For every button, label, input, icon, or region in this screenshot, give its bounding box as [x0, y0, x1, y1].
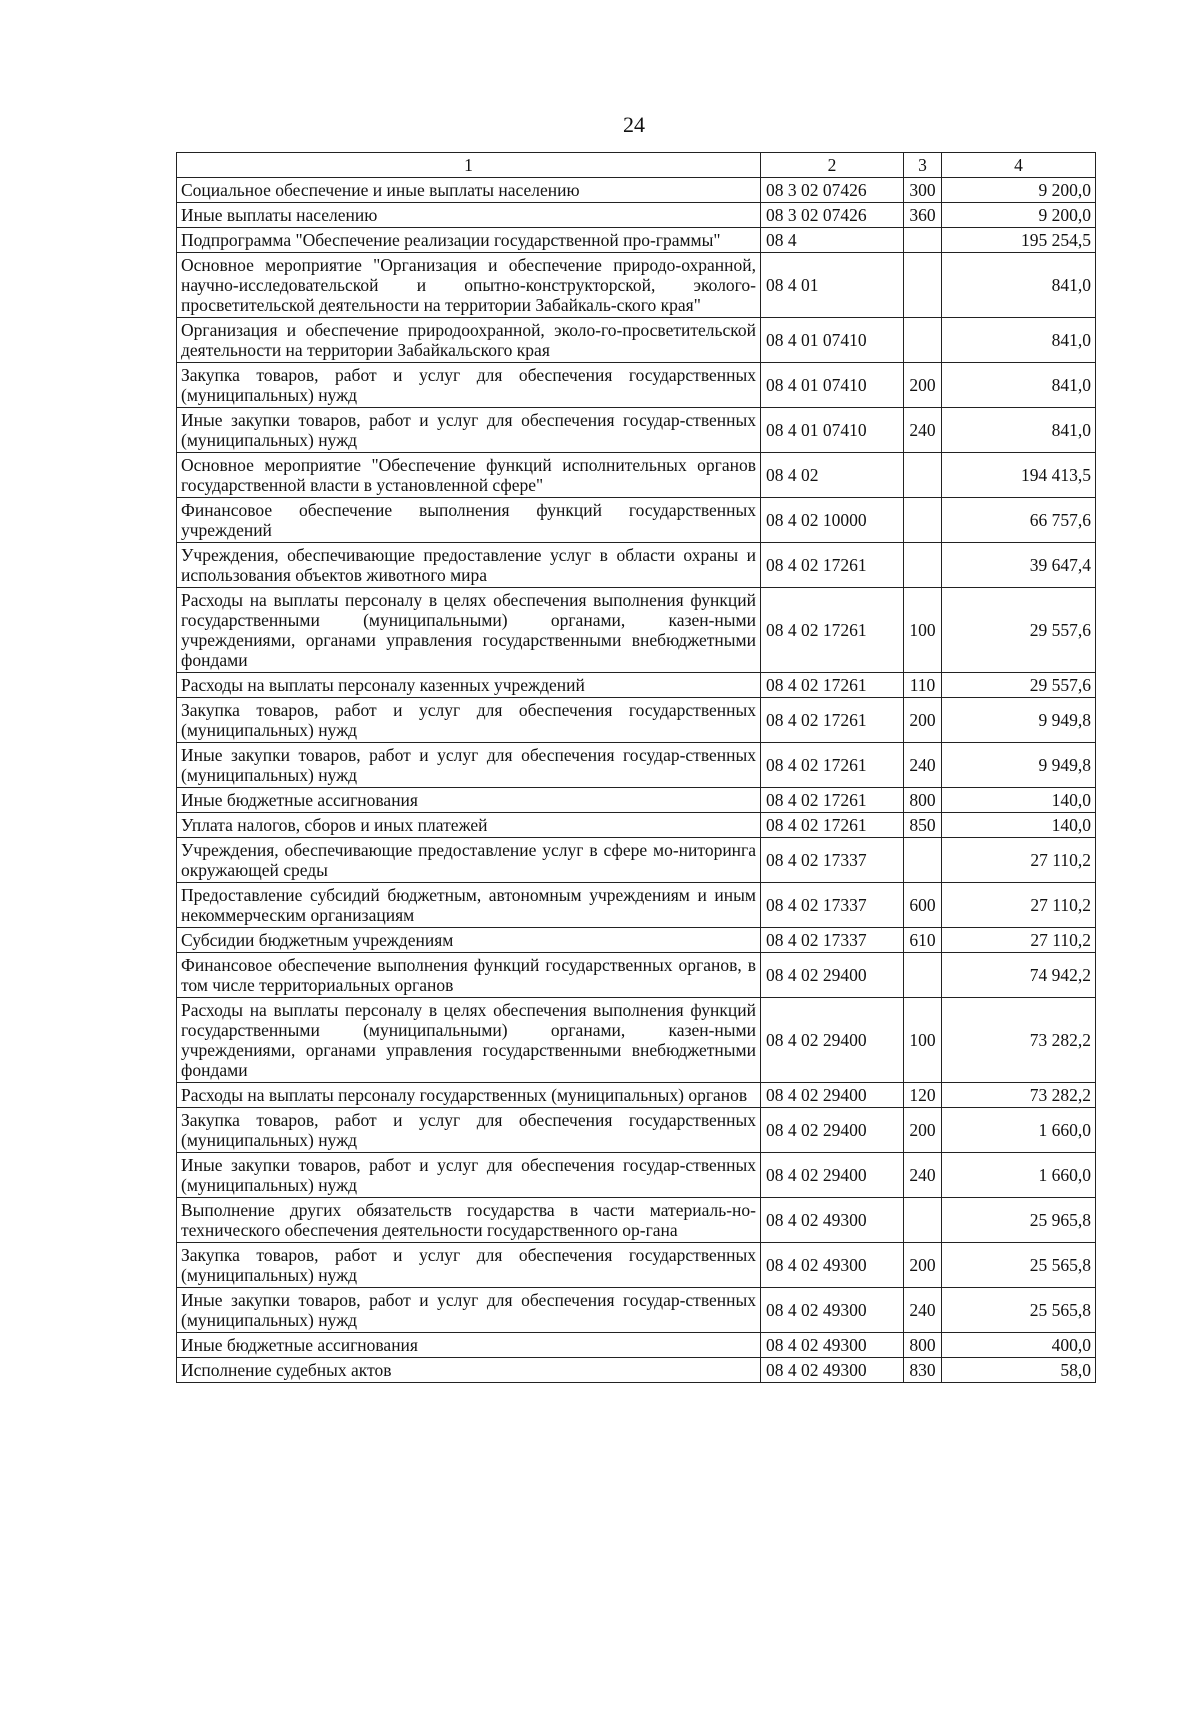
row-code-cell: 08 4 02 29400: [761, 1153, 904, 1198]
table-row: [177, 698, 1096, 743]
row-type-cell: 200: [904, 363, 942, 408]
table-row: [177, 453, 1096, 498]
row-type-cell: 200: [904, 698, 942, 743]
table-row: [177, 1198, 1096, 1243]
row-amount-cell: 9 200,0: [942, 203, 1096, 228]
table-row: [177, 1083, 1096, 1108]
row-amount-cell: 25 565,8: [942, 1243, 1096, 1288]
row-code-cell: 08 4 02 49300: [761, 1198, 904, 1243]
row-name-cell: Финансовое обеспечение выполнения функций государственных учреждений: [177, 498, 761, 543]
row-amount-cell: 140,0: [942, 788, 1096, 813]
row-code-cell: 08 3 02 07426: [761, 178, 904, 203]
table-header-row: [177, 153, 1096, 178]
row-name-cell: Иные бюджетные ассигнования: [177, 1333, 761, 1358]
row-type-cell: [904, 253, 942, 318]
row-name-cell: Закупка товаров, работ и услуг для обеспечения государственных (муниципальных) нужд: [177, 363, 761, 408]
table-row: [177, 673, 1096, 698]
row-amount-cell: 841,0: [942, 363, 1096, 408]
table-row: [177, 1108, 1096, 1153]
column-header-type: 3: [904, 153, 942, 178]
table-row: [177, 318, 1096, 363]
row-name-cell: Выполнение других обязательств государства в части материаль-но-технического обеспечения деятельности государственного ор-гана: [177, 1198, 761, 1243]
row-name-cell: Предоставление субсидий бюджетным, автономным учреждениям и иным некоммерческим организациям: [177, 883, 761, 928]
table-row: [177, 953, 1096, 998]
row-code-cell: 08 4 02 17261: [761, 543, 904, 588]
row-type-cell: 100: [904, 998, 942, 1083]
row-name-cell: Иные закупки товаров, работ и услуг для обеспечения государ-ственных (муниципальных) нужд: [177, 408, 761, 453]
row-amount-cell: 73 282,2: [942, 1083, 1096, 1108]
table-row: [177, 363, 1096, 408]
column-header-name: 1: [177, 153, 761, 178]
row-name-cell: Субсидии бюджетным учреждениям: [177, 928, 761, 953]
table-row: [177, 178, 1096, 203]
row-type-cell: 120: [904, 1083, 942, 1108]
row-name-cell: Учреждения, обеспечивающие предоставление услуг в сфере мо-ниторинга окружающей среды: [177, 838, 761, 883]
row-amount-cell: 1 660,0: [942, 1153, 1096, 1198]
row-code-cell: 08 4 02 17261: [761, 698, 904, 743]
row-type-cell: 240: [904, 1153, 942, 1198]
row-name-cell: Иные закупки товаров, работ и услуг для обеспечения государ-ственных (муниципальных) нужд: [177, 743, 761, 788]
row-code-cell: 08 4 01: [761, 253, 904, 318]
table-row: [177, 1333, 1096, 1358]
table-row: [177, 1358, 1096, 1383]
row-name-cell: Иные закупки товаров, работ и услуг для обеспечения государ-ственных (муниципальных) нужд: [177, 1288, 761, 1333]
row-type-cell: 110: [904, 673, 942, 698]
row-amount-cell: 140,0: [942, 813, 1096, 838]
row-code-cell: 08 4 02 49300: [761, 1243, 904, 1288]
table-row: [177, 228, 1096, 253]
table-row: [177, 253, 1096, 318]
row-code-cell: 08 4 02 49300: [761, 1358, 904, 1383]
row-code-cell: 08 4 02 49300: [761, 1333, 904, 1358]
row-name-cell: Исполнение судебных актов: [177, 1358, 761, 1383]
row-type-cell: 600: [904, 883, 942, 928]
row-amount-cell: 9 949,8: [942, 698, 1096, 743]
table-row: [177, 928, 1096, 953]
row-type-cell: [904, 543, 942, 588]
row-amount-cell: 25 965,8: [942, 1198, 1096, 1243]
row-code-cell: 08 4 02 49300: [761, 1288, 904, 1333]
row-code-cell: 08 4 02: [761, 453, 904, 498]
row-amount-cell: 58,0: [942, 1358, 1096, 1383]
row-code-cell: 08 4 01 07410: [761, 318, 904, 363]
row-amount-cell: 400,0: [942, 1333, 1096, 1358]
row-type-cell: [904, 228, 942, 253]
table-body: [177, 153, 1096, 1383]
row-type-cell: [904, 498, 942, 543]
row-code-cell: 08 4 02 17261: [761, 673, 904, 698]
row-type-cell: 200: [904, 1108, 942, 1153]
row-amount-cell: 1 660,0: [942, 1108, 1096, 1153]
row-type-cell: [904, 318, 942, 363]
row-amount-cell: 841,0: [942, 253, 1096, 318]
row-type-cell: 360: [904, 203, 942, 228]
row-code-cell: 08 4 02 17261: [761, 813, 904, 838]
row-code-cell: 08 4 02 29400: [761, 1108, 904, 1153]
row-amount-cell: 9 200,0: [942, 178, 1096, 203]
column-header-amount: 4: [942, 153, 1096, 178]
table-row: [177, 743, 1096, 788]
row-code-cell: 08 4 01 07410: [761, 408, 904, 453]
table-row: [177, 408, 1096, 453]
row-code-cell: 08 4 02 29400: [761, 998, 904, 1083]
row-amount-cell: 194 413,5: [942, 453, 1096, 498]
row-name-cell: Закупка товаров, работ и услуг для обеспечения государственных (муниципальных) нужд: [177, 698, 761, 743]
table-row: [177, 883, 1096, 928]
row-code-cell: 08 4: [761, 228, 904, 253]
row-code-cell: 08 4 02 17337: [761, 883, 904, 928]
row-amount-cell: 25 565,8: [942, 1288, 1096, 1333]
row-type-cell: [904, 1198, 942, 1243]
row-type-cell: 200: [904, 1243, 942, 1288]
column-header-code: 2: [761, 153, 904, 178]
row-amount-cell: 39 647,4: [942, 543, 1096, 588]
row-name-cell: Организация и обеспечение природоохранной, эколо-го-просветительской деятельности на территории Забайкальского края: [177, 318, 761, 363]
table-row: [177, 203, 1096, 228]
row-type-cell: 240: [904, 408, 942, 453]
row-amount-cell: 841,0: [942, 318, 1096, 363]
row-name-cell: Расходы на выплаты персоналу государственных (муниципальных) органов: [177, 1083, 761, 1108]
row-amount-cell: 73 282,2: [942, 998, 1096, 1083]
row-code-cell: 08 4 02 17261: [761, 743, 904, 788]
row-name-cell: Основное мероприятие "Организация и обеспечение природо-охранной, научно-исследовательской и опытно-конструкторской, эколого-просветительской деятельности на территории Забайкаль-ского края": [177, 253, 761, 318]
row-code-cell: 08 4 02 17337: [761, 928, 904, 953]
row-type-cell: 240: [904, 1288, 942, 1333]
budget-table: [176, 152, 1096, 1383]
row-amount-cell: 29 557,6: [942, 588, 1096, 673]
row-amount-cell: 74 942,2: [942, 953, 1096, 998]
row-amount-cell: 27 110,2: [942, 883, 1096, 928]
table-row: [177, 543, 1096, 588]
row-code-cell: 08 3 02 07426: [761, 203, 904, 228]
page-number: 24: [623, 112, 645, 137]
row-type-cell: [904, 953, 942, 998]
row-name-cell: Социальное обеспечение и иные выплаты населению: [177, 178, 761, 203]
table-row: [177, 838, 1096, 883]
row-name-cell: Расходы на выплаты персоналу в целях обеспечения выполнения функций государственными (муниципальными) органами, казен-ными учреждениями, органами управления государственными внебюджетными фондами: [177, 588, 761, 673]
table-row: [177, 813, 1096, 838]
row-name-cell: Закупка товаров, работ и услуг для обеспечения государственных (муниципальных) нужд: [177, 1108, 761, 1153]
row-name-cell: Учреждения, обеспечивающие предоставление услуг в области охраны и использования объектов животного мира: [177, 543, 761, 588]
row-type-cell: 800: [904, 1333, 942, 1358]
row-type-cell: 850: [904, 813, 942, 838]
row-name-cell: Иные бюджетные ассигнования: [177, 788, 761, 813]
row-type-cell: [904, 838, 942, 883]
row-name-cell: Расходы на выплаты персоналу казенных учреждений: [177, 673, 761, 698]
table-row: [177, 1288, 1096, 1333]
row-name-cell: Финансовое обеспечение выполнения функций государственных органов, в том числе территориальных органов: [177, 953, 761, 998]
row-name-cell: Уплата налогов, сборов и иных платежей: [177, 813, 761, 838]
row-code-cell: 08 4 01 07410: [761, 363, 904, 408]
row-amount-cell: 27 110,2: [942, 838, 1096, 883]
row-code-cell: 08 4 02 17337: [761, 838, 904, 883]
row-amount-cell: 9 949,8: [942, 743, 1096, 788]
table-row: [177, 1153, 1096, 1198]
row-amount-cell: 66 757,6: [942, 498, 1096, 543]
row-name-cell: Расходы на выплаты персоналу в целях обеспечения выполнения функций государственными (муниципальными) органами, казен-ными учреждениями, органами управления государственными внебюджетными фондами: [177, 998, 761, 1083]
row-type-cell: [904, 453, 942, 498]
table-row: [177, 588, 1096, 673]
row-name-cell: Иные закупки товаров, работ и услуг для обеспечения государ-ственных (муниципальных) нужд: [177, 1153, 761, 1198]
row-code-cell: 08 4 02 10000: [761, 498, 904, 543]
row-type-cell: 830: [904, 1358, 942, 1383]
row-type-cell: 240: [904, 743, 942, 788]
row-code-cell: 08 4 02 17261: [761, 788, 904, 813]
row-type-cell: 610: [904, 928, 942, 953]
table-row: [177, 1243, 1096, 1288]
table-row: [177, 998, 1096, 1083]
row-name-cell: Подпрограмма "Обеспечение реализации государственной про-граммы": [177, 228, 761, 253]
row-type-cell: 100: [904, 588, 942, 673]
row-name-cell: Основное мероприятие "Обеспечение функций исполнительных органов государственной власти в установленной сфере": [177, 453, 761, 498]
row-amount-cell: 27 110,2: [942, 928, 1096, 953]
row-name-cell: Закупка товаров, работ и услуг для обеспечения государственных (муниципальных) нужд: [177, 1243, 761, 1288]
row-code-cell: 08 4 02 29400: [761, 1083, 904, 1108]
row-amount-cell: 29 557,6: [942, 673, 1096, 698]
table-row: [177, 498, 1096, 543]
row-type-cell: 800: [904, 788, 942, 813]
row-amount-cell: 195 254,5: [942, 228, 1096, 253]
table-row: [177, 788, 1096, 813]
row-code-cell: 08 4 02 17261: [761, 588, 904, 673]
row-amount-cell: 841,0: [942, 408, 1096, 453]
row-name-cell: Иные выплаты населению: [177, 203, 761, 228]
row-code-cell: 08 4 02 29400: [761, 953, 904, 998]
row-type-cell: 300: [904, 178, 942, 203]
